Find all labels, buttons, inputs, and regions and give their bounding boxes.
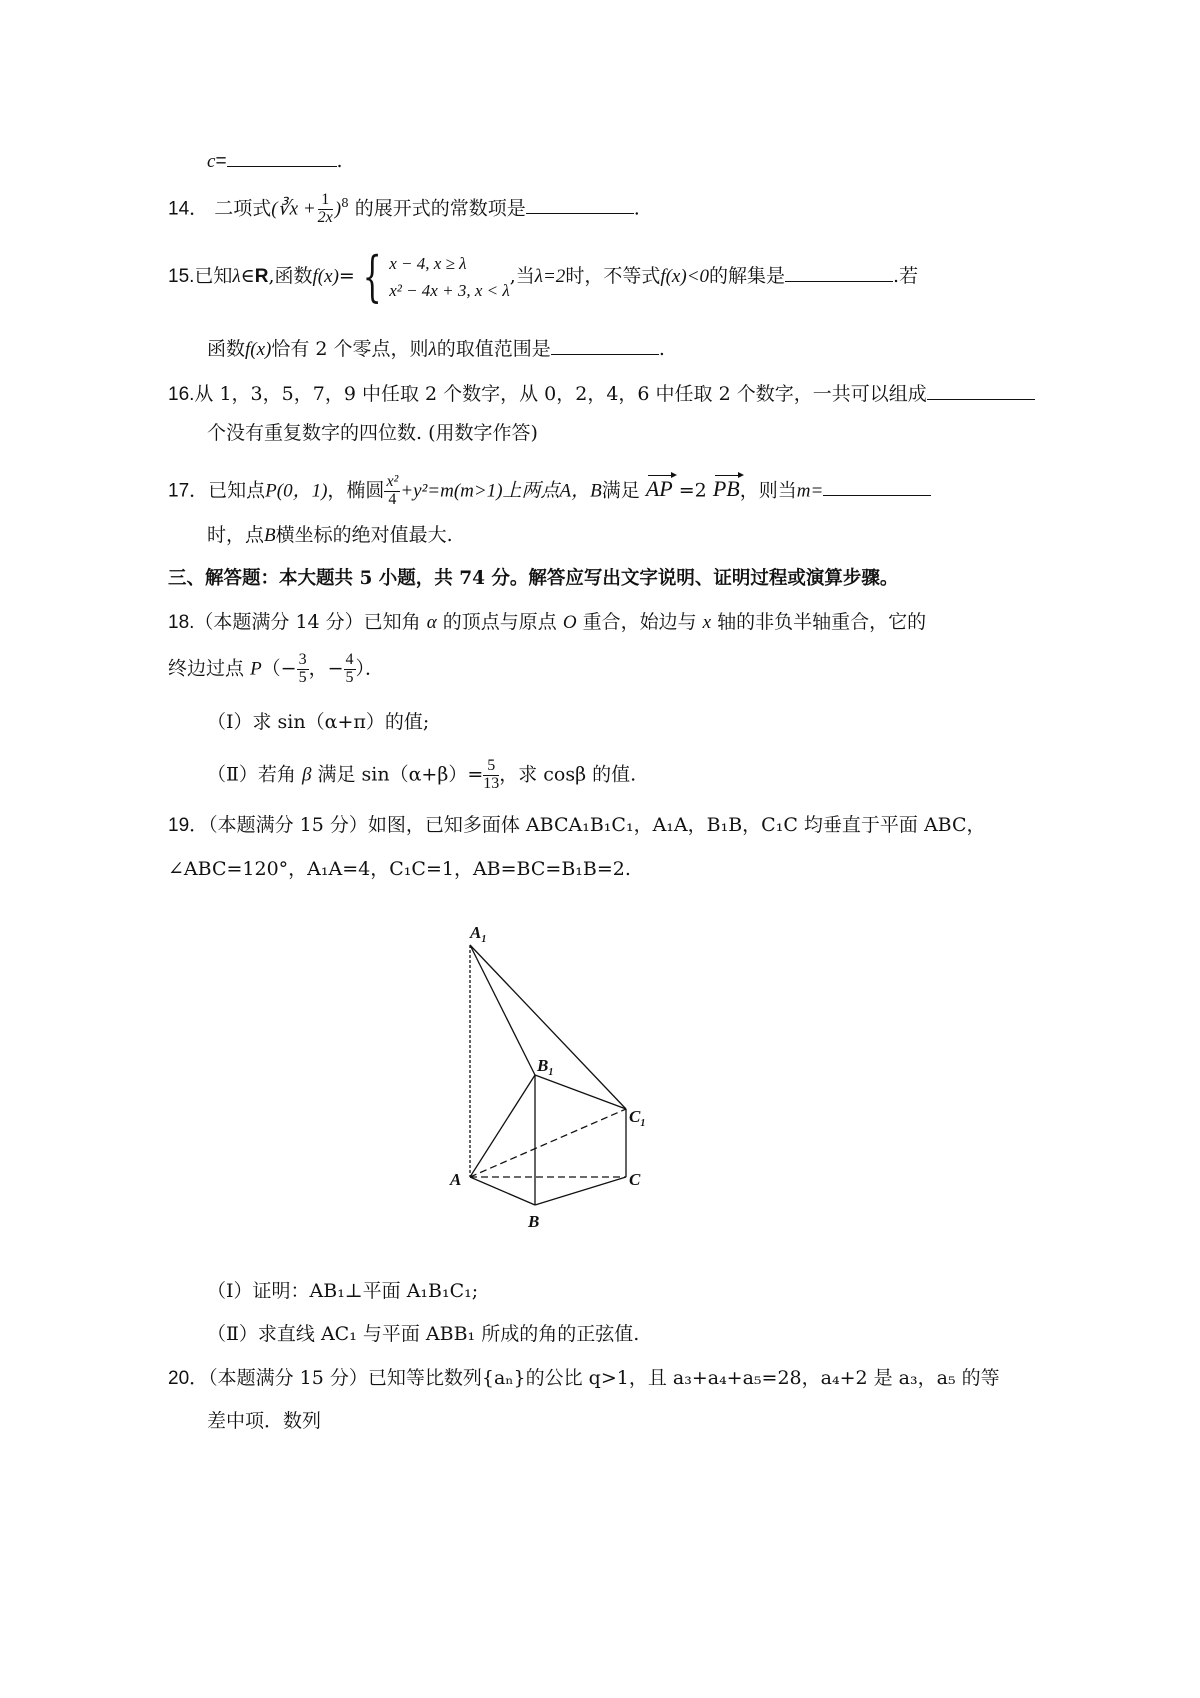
question-text: （本题满分 15 分）如图，已知多面体 ABCA₁B₁C₁，A₁A，B₁B，C₁C 均垂直于平面 ABC， (208, 814, 986, 836)
text: ,函数 (268, 265, 313, 288)
text: 已知 (194, 265, 233, 288)
section-heading: 三、解答题：本大题共 5 小题，共 74 分。解答应写出文字说明、证明过程或演算步骤。 (168, 568, 899, 589)
question-19-part-1: （Ⅰ）证明：AB₁⊥平面 A₁B₁C₁; (207, 1280, 479, 1302)
fraction-denominator: 2x (317, 208, 333, 226)
label-a1: $A_1$ (470, 923, 487, 945)
question-16-line-2 (207, 424, 538, 443)
text: （Ⅱ）若角 (207, 763, 296, 786)
element-of: ∈ (240, 265, 255, 288)
alpha: α (426, 612, 437, 633)
question-19-part-2: （Ⅱ）求直线 AC₁ 与平面 ABB₁ 所成的角的正弦值. (207, 1323, 640, 1345)
question-18-line-2 (168, 652, 384, 687)
fraction-numerator: 4 (345, 651, 354, 668)
question-text: （本题满分 15 分）已知等比数列{aₙ}的公比 q>1，且 a₃+a₄+a₅=28，a₄+2 是 a₃，a₅ 的等 (208, 1367, 1000, 1389)
text: ,当 (509, 265, 535, 288)
point-p: P(0，1) (265, 480, 328, 502)
var-c: c (207, 151, 216, 172)
text: 时，不等式 (565, 265, 661, 288)
question-17 (168, 474, 931, 509)
points-ab: A，B (559, 480, 602, 502)
question-number: 15. (168, 266, 195, 288)
equals-sign: = (215, 151, 227, 172)
edge-b1-c1 (535, 1075, 626, 1109)
question-20 (168, 1369, 1000, 1388)
beta: β (301, 764, 312, 786)
label-c: C (629, 1170, 641, 1189)
fraction-denominator: 5 (345, 668, 354, 686)
fraction-numerator: 5 (483, 758, 499, 776)
text: ）． (355, 657, 385, 680)
text: 轴的非负半轴重合，它的 (717, 611, 927, 633)
question-number: 16. (168, 384, 195, 405)
question-14 (168, 192, 640, 227)
question-16 (168, 381, 1035, 404)
question-number: 17． (168, 480, 209, 502)
text: ，求 cosβ 的值. (499, 763, 637, 786)
inequality: f(x)<0 (660, 266, 710, 288)
vector-ap: AP (645, 476, 673, 502)
answer-blank[interactable] (526, 195, 634, 214)
origin-o: O (562, 612, 577, 633)
condition: λ=2 (534, 266, 566, 288)
question-18 (168, 613, 926, 632)
question-18-part-1: （Ⅰ）求 sin（α+π）的值; (207, 711, 430, 733)
point-b: B (264, 525, 276, 546)
text: 的取值范围是 (436, 338, 551, 360)
function-fx: f(x) (245, 339, 272, 360)
label-c1: $C_1$ (629, 1107, 646, 1129)
fraction-denominator: 5 (298, 668, 307, 686)
period: . (658, 338, 665, 360)
fraction (318, 192, 333, 227)
exponent: 8 (341, 195, 349, 210)
polyhedron-figure (440, 915, 660, 1235)
text: ，椭圆 (327, 479, 385, 502)
edge-a-b (470, 1177, 535, 1205)
label-b: B (528, 1212, 540, 1231)
case-1: x − 4, x ≥ λ (389, 254, 467, 273)
edge-b1-a (470, 1075, 535, 1177)
text: 时，点 (207, 524, 265, 546)
fraction (344, 652, 356, 687)
var-m: m= (796, 480, 824, 502)
question-number: 14． (168, 198, 209, 220)
text: .若 (893, 265, 919, 288)
real-set: R (254, 266, 269, 288)
edge-a1-c1 (470, 945, 626, 1109)
piecewise-cases (389, 250, 510, 304)
text: 重合，始边与 (582, 611, 697, 633)
text: 恰有 2 个零点，则 (271, 338, 429, 360)
text: 函数 (207, 338, 246, 360)
period: . (336, 150, 343, 172)
edge-b-c (535, 1177, 626, 1205)
equals-sign: = (338, 265, 355, 288)
close-paren: ) (334, 198, 342, 220)
text: 的顶点与原点 (442, 611, 557, 633)
text: 满足 (601, 479, 640, 502)
answer-line-c (207, 148, 343, 171)
question-number: 19． (168, 815, 209, 836)
question-19-line-2: ∠ABC=120°，A₁A=4，C₁C=1，AB=BC=B₁B=2. (168, 858, 631, 880)
answer-blank[interactable] (823, 477, 931, 496)
function-fx: f(x) (312, 266, 339, 288)
label-a: A (450, 1170, 462, 1189)
text: （− (261, 657, 297, 680)
text: ，则当 (739, 479, 797, 502)
radical-expression: (∛x + (271, 198, 316, 220)
lambda: λ (232, 266, 241, 288)
left-brace: { (362, 245, 382, 309)
question-text-2: 的展开式的常数项是 (354, 197, 526, 220)
ellipse-equation: +y²=m(m>1)上两点 (400, 480, 560, 502)
text: =2 (678, 479, 707, 502)
text: 横坐标的绝对值最大. (275, 524, 453, 546)
text: ，− (308, 657, 344, 680)
fraction-denominator: 13 (483, 774, 500, 792)
question-17-line-2 (207, 526, 453, 545)
answer-blank[interactable] (551, 336, 659, 355)
edge-a1-b1 (470, 945, 535, 1075)
fraction (297, 652, 309, 687)
text: （本题满分 14 分）已知角 (194, 611, 421, 633)
fraction (384, 474, 400, 509)
fraction-numerator: 1 (318, 192, 333, 210)
question-text: 二项式 (214, 197, 272, 220)
point-p: P (250, 658, 262, 680)
question-number: 18. (168, 612, 195, 633)
question-number: 20． (168, 1368, 209, 1389)
answer-blank[interactable] (927, 381, 1035, 400)
fraction-numerator: 3 (298, 651, 307, 668)
fraction (483, 758, 499, 793)
text: 终边过点 (168, 657, 245, 680)
question-18-part-2 (207, 758, 636, 793)
fraction-numerator: x² (386, 473, 399, 490)
answer-blank[interactable] (227, 148, 337, 167)
fraction-denominator: 4 (388, 490, 397, 508)
text: 满足 sin（α+β）= (317, 763, 484, 786)
question-text: 从 1，3，5，7，9 中任取 2 个数字，从 0，2，4，6 中任取 2 个数字，一共可以组成 (194, 383, 927, 405)
question-20-line-2: 差中项．数列 (207, 1410, 322, 1432)
var-x: x (702, 612, 712, 633)
text: 的解集是 (709, 265, 786, 288)
answer-blank[interactable] (785, 263, 893, 282)
question-text: 个没有重复数字的四位数. (用数字作答) (207, 422, 538, 444)
vector-pb: PB (712, 476, 740, 502)
question-15 (168, 245, 919, 309)
text: 已知点 (208, 479, 266, 502)
question-15-line-2 (207, 336, 665, 359)
lambda: λ (428, 339, 437, 360)
question-19 (168, 816, 986, 835)
case-2: x² − 4x + 3, x < λ (389, 281, 510, 301)
period: . (633, 197, 640, 220)
edge-a-c1 (470, 1109, 626, 1177)
label-b1: $B_1$ (537, 1056, 554, 1078)
